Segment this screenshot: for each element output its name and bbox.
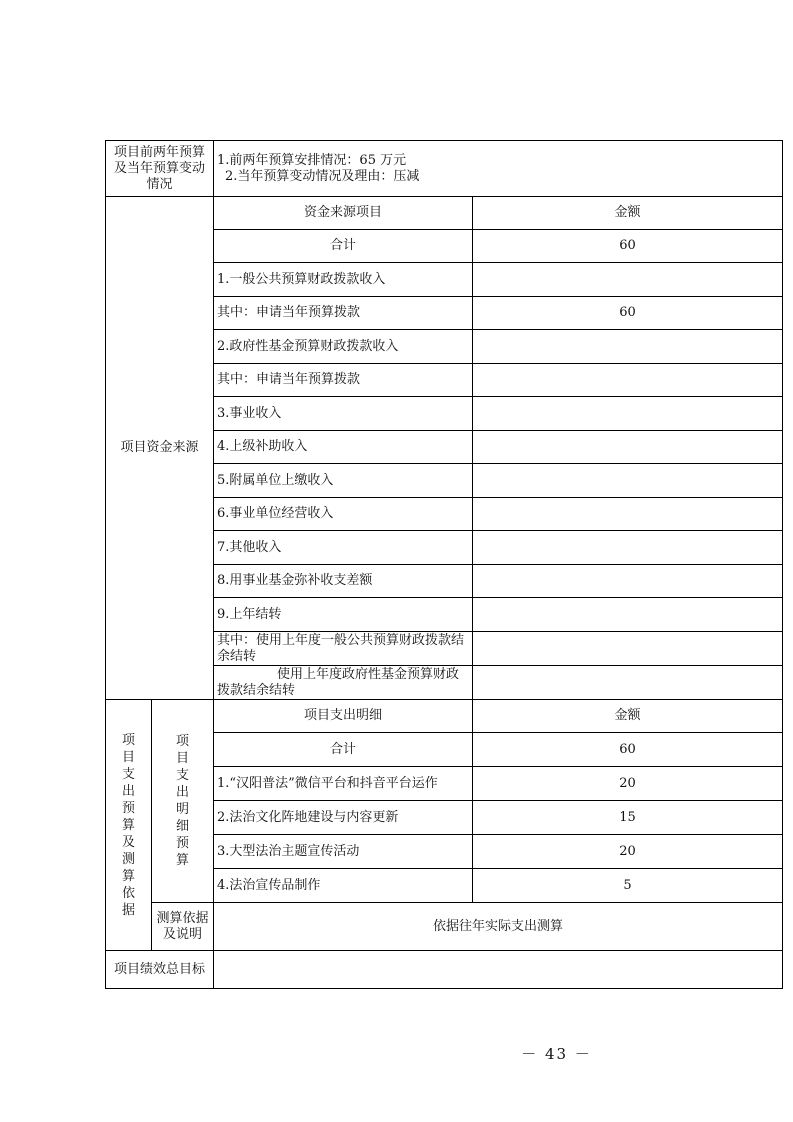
- performance-label: 项目绩效总目标: [106, 951, 214, 989]
- funding-amount: [473, 565, 783, 598]
- expense-amount: 5: [473, 869, 783, 903]
- funding-item: 7.其他收入: [214, 531, 473, 565]
- history-label: 项目前两年预算及当年预算变动情况: [106, 141, 214, 197]
- expense-amount: 60: [473, 733, 783, 767]
- funding-label: 项目资金来源: [106, 197, 214, 700]
- funding-item: 4.上级补助收入: [214, 431, 473, 464]
- funding-amount: [473, 632, 783, 666]
- funding-item: 合计: [214, 230, 473, 263]
- funding-amount: [473, 598, 783, 632]
- funding-amount: [473, 431, 783, 464]
- expense-item: 1.“汉阳普法”微信平台和抖音平台运作: [214, 767, 473, 801]
- funding-header-amount: 金额: [473, 197, 783, 230]
- page-number: － 43 －: [521, 1045, 592, 1063]
- funding-amount: [473, 364, 783, 397]
- funding-item: 6.事业单位经营收入: [214, 498, 473, 531]
- funding-header-item: 资金来源项目: [214, 197, 473, 230]
- history-line-2: 2.当年预算变动情况及理由：压减: [225, 168, 420, 184]
- funding-amount: [473, 464, 783, 498]
- funding-amount: [473, 531, 783, 565]
- funding-item: 1.一般公共预算财政拨款收入: [214, 263, 473, 297]
- expense-header-amount: 金额: [473, 700, 783, 733]
- expense-item: 3.大型法治主题宣传活动: [214, 835, 473, 869]
- funding-amount: [473, 498, 783, 531]
- basis-text: 依据往年实际支出测算: [214, 903, 783, 951]
- expense-item: 2.法治文化阵地建设与内容更新: [214, 801, 473, 835]
- funding-amount: 60: [473, 297, 783, 330]
- expense-amount: 20: [473, 835, 783, 869]
- expense-header-item: 项目支出明细: [214, 700, 473, 733]
- funding-amount: 60: [473, 230, 783, 263]
- funding-amount: [473, 666, 783, 700]
- expense-item: 4.法治宣传品制作: [214, 869, 473, 903]
- expense-label-cell: [106, 700, 152, 951]
- funding-item: 2.政府性基金预算财政拨款收入: [214, 330, 473, 364]
- funding-item: 5.附属单位上缴收入: [214, 464, 473, 498]
- basis-row: [106, 903, 783, 951]
- expense-item: 合计: [214, 733, 473, 767]
- history-line-1: 1.前两年预算安排情况：65 万元: [217, 152, 407, 168]
- basis-label: 测算依据及说明: [152, 903, 214, 951]
- funding-item: 使用上年度政府性基金预算财政拨款结余结转: [214, 666, 473, 700]
- funding-item: 其中：使用上年度一般公共预算财政拨款结余结转: [214, 632, 473, 666]
- history-row: [106, 141, 783, 197]
- funding-item: 其中：申请当年预算拨款: [214, 297, 473, 330]
- expense-amount: 20: [473, 767, 783, 801]
- expense-detail-label-cell: [152, 700, 214, 903]
- performance-row: [106, 951, 783, 989]
- funding-amount: [473, 263, 783, 297]
- expense-header-row: [106, 700, 783, 733]
- funding-header-row: [106, 197, 783, 230]
- funding-item: 其中：申请当年预算拨款: [214, 364, 473, 397]
- expense-detail-label: 项目支出明细预算: [175, 734, 189, 868]
- performance-value: [214, 951, 783, 989]
- expense-amount: 15: [473, 801, 783, 835]
- funding-item: 3.事业收入: [214, 397, 473, 431]
- funding-amount: [473, 397, 783, 431]
- funding-item: 9.上年结转: [214, 598, 473, 632]
- funding-item: 8.用事业基金弥补收支差额: [214, 565, 473, 598]
- budget-table: [105, 140, 783, 989]
- funding-amount: [473, 330, 783, 364]
- expense-label: 项目支出预算及测算依据: [121, 732, 135, 918]
- history-content: [214, 141, 783, 197]
